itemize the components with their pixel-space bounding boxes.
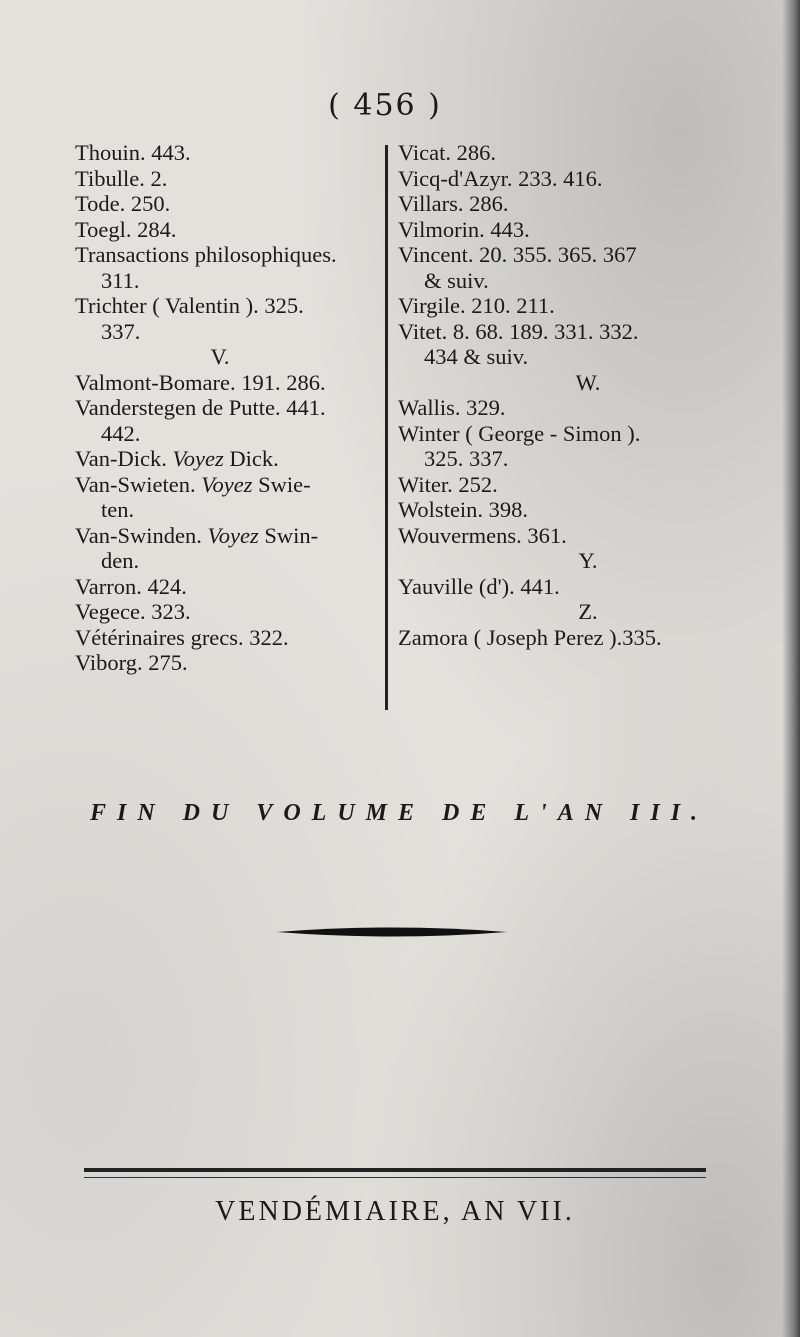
entry-text: Yauville (d'). 441.: [398, 573, 560, 599]
entry-text: Van-Swieten.: [75, 471, 202, 497]
index-entry: [398, 217, 718, 243]
index-column-left: [75, 140, 385, 676]
entry-text: Vétérinaires grecs. 322.: [75, 624, 289, 650]
index-entry: [75, 191, 385, 217]
entry-text: Trichter ( Valentin ). 325.: [75, 293, 304, 318]
entry-text: Van-Swinden.: [75, 522, 208, 548]
entry-continuation: 311.: [101, 267, 140, 293]
entry-text-after: Dick.: [223, 446, 279, 471]
index-entry: [75, 242, 385, 293]
entry-text: Vanderstegen de Putte. 441.: [75, 395, 326, 420]
index-entry: [75, 370, 385, 396]
index-entry: [398, 472, 718, 498]
entry-text: Tode. 250.: [75, 191, 171, 216]
index-entry: [398, 523, 718, 549]
entry-text: Zamora ( Joseph Perez ).335.: [398, 624, 662, 650]
index-column-right: [398, 140, 718, 650]
index-entry: [398, 191, 718, 217]
entry-continuation: & suiv.: [424, 267, 489, 293]
section-letter: Y.: [578, 548, 598, 573]
entry-text: Virgile. 210. 211.: [398, 293, 555, 318]
entry-text: Villars. 286.: [398, 191, 509, 216]
index-entry: [75, 472, 385, 523]
entry-text: Toegl. 284.: [75, 216, 177, 242]
entry-text: Van-Dick.: [75, 446, 173, 471]
index-entry: [398, 166, 718, 192]
footer-rule-thin: [84, 1177, 706, 1178]
index-entry: [398, 421, 718, 472]
entry-continuation: 325. 337.: [424, 446, 509, 471]
page-edge-shadow: [782, 0, 800, 1337]
index-entry: [75, 650, 385, 676]
footer-rule-thick: [84, 1168, 706, 1172]
index-entry: [398, 140, 718, 166]
end-of-volume-text: FIN DU VOLUME DE L'AN III.: [90, 800, 709, 826]
entry-continuation: den.: [101, 548, 140, 573]
entry-text: Winter ( George - Simon ).: [398, 420, 641, 446]
entry-text: Varron. 424.: [75, 573, 187, 599]
index-entry: [75, 140, 385, 166]
index-entry: [75, 217, 385, 243]
index-entry: [398, 293, 718, 319]
entry-text: Thouin. 443.: [75, 140, 191, 165]
entry-text: Wouvermens. 361.: [398, 522, 567, 548]
column-divider: [385, 145, 388, 710]
entry-text: Witer. 252.: [398, 471, 498, 497]
index-entry: [75, 574, 385, 600]
index-entry: [398, 242, 718, 293]
index-entry: [75, 446, 385, 472]
index-entry: [398, 395, 718, 421]
entry-text: Vilmorin. 443.: [398, 216, 530, 242]
entry-text: Valmont-Bomare. 191. 286.: [75, 369, 326, 395]
section-letter: W.: [575, 369, 601, 395]
entry-text: Viborg. 275.: [75, 650, 188, 675]
entry-text: Vegece. 323.: [75, 599, 191, 624]
index-entry: [398, 574, 718, 600]
entry-text: Tibulle. 2.: [75, 165, 168, 191]
page-number: ( 456 ): [328, 88, 442, 123]
entry-continuation: ten.: [101, 497, 135, 522]
index-entry: [75, 166, 385, 192]
entry-text-after: Swin-: [258, 522, 319, 548]
entry-continuation: 442.: [101, 420, 141, 446]
entry-text: Transactions philosophiques.: [75, 242, 337, 267]
index-entry: [75, 395, 385, 446]
index-entry: [75, 523, 385, 574]
ornament-rule: [277, 925, 507, 939]
entry-italic: Voyez: [207, 522, 259, 548]
footer-date: VENDÉMIAIRE, AN VII.: [215, 1196, 575, 1227]
entry-text: Vicat. 286.: [398, 140, 496, 165]
entry-text: Vincent. 20. 355. 365. 367: [398, 242, 637, 267]
entry-text: Wolstein. 398.: [398, 497, 529, 522]
entry-text: Vicq-d'Azyr. 233. 416.: [398, 165, 603, 191]
index-entry: [75, 293, 385, 344]
index-entry: [398, 625, 718, 651]
section-letter: V.: [210, 344, 230, 369]
index-entry: [398, 497, 718, 523]
entry-italic: Voyez: [201, 471, 253, 497]
section-letter: Z.: [578, 599, 598, 624]
index-entry: [75, 625, 385, 651]
index-entry: [398, 319, 718, 370]
entry-continuation: 337.: [101, 318, 141, 344]
entry-continuation: 434 & suiv.: [424, 344, 529, 369]
entry-text: Vitet. 8. 68. 189. 331. 332.: [398, 318, 639, 344]
entry-text: Wallis. 329.: [398, 395, 506, 420]
entry-text-after: Swie-: [252, 471, 311, 497]
index-entry: [75, 599, 385, 625]
entry-italic: Voyez: [172, 446, 224, 471]
